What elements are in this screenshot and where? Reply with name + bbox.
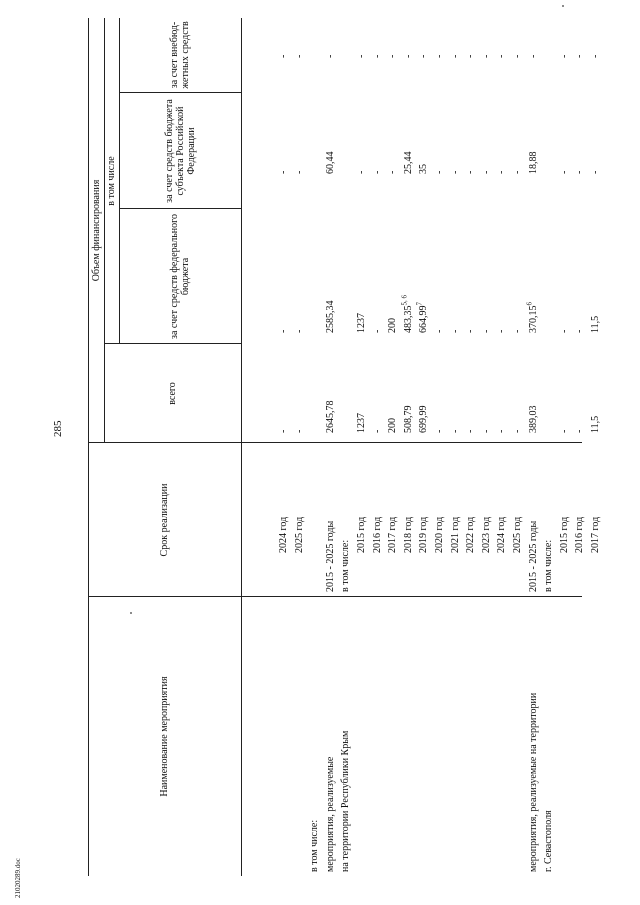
page-number: 285 [52,420,64,437]
row-period: 2017 год [387,516,399,553]
footnote-ref: 7 [416,302,425,306]
row-subject: 60,44 [324,151,336,174]
row-total: 508,79 [402,405,414,433]
scan-mark [130,612,132,614]
row-total: - [496,429,508,433]
row-period: в том числе: [340,539,352,592]
row-period: 2015 год [558,516,570,553]
row-federal: - [558,329,570,333]
header-period: Срок реализации [159,483,170,557]
row-total: - [512,429,523,433]
row-extra: - [402,54,414,58]
row-subject: - [574,170,586,174]
header-financing: Объем финансирования [90,179,102,282]
row-subject: - [371,170,383,174]
row-total: 11,5 [590,415,601,433]
row-period: 2016 год [371,516,383,553]
row-extra: - [418,54,430,58]
row-federal: 200 [387,318,399,333]
row-extra: - [278,54,289,58]
row-period: 2018 год [402,516,414,553]
scan-mark [562,5,564,7]
row-period: 2024 год [496,516,508,553]
row-period: 2020 год [434,516,445,553]
footnote-ref: 6 [525,302,534,306]
header-federal: за счет средств федерального бюджета [169,214,191,339]
row-extra: - [558,54,570,58]
row-total: - [278,429,289,433]
row-period: 2021 год [449,516,461,553]
row-federal: - [574,329,586,333]
footnote-ref: 5, 6 [400,295,409,306]
row-extra: - [527,54,539,58]
row-subject: - [590,170,601,174]
row-extra: - [512,54,523,58]
row-subject: - [465,170,477,174]
row-total: 389,03 [527,405,539,433]
header-total: всего [167,382,178,405]
row-period: 2015 - 2025 годы [527,520,539,592]
row-extra: - [387,54,399,58]
document-code: 21020289.doc [14,858,22,898]
row-extra: - [465,54,477,58]
row-federal: 370,15$^6$ [525,302,539,333]
row-federal: - [465,329,477,333]
row-total: 1237 [356,413,367,433]
row-extra: - [574,54,586,58]
row-extra: - [590,54,601,58]
header-extra: за счет внебюд-жетных средств [169,21,191,89]
row-total: - [480,429,492,433]
row-name: мероприятия, реализуемые [324,756,336,872]
row-federal: 483,35$^{5, 6}$ [400,295,414,333]
row-subject: - [434,170,445,174]
row-total: - [293,429,305,433]
row-period: 2019 год [418,516,430,553]
row-subject: 25,44 [402,151,414,174]
row-federal: 11,5 [590,315,601,333]
header-name: Наименование мероприятия [159,676,170,797]
header-subject: за счет средств бюджета субъекта Российской Федерации [163,99,197,203]
row-extra: - [371,54,383,58]
row-federal: - [371,329,383,333]
row-subject: - [558,170,570,174]
row-extra: - [356,54,367,58]
row-subject: - [449,170,461,174]
row-subject: 18,88 [527,151,539,174]
row-federal: - [496,329,508,333]
row-name: в том числе: [309,819,321,872]
row-federal: - [480,329,492,333]
row-extra: - [449,54,461,58]
row-period: 2024 год [278,516,289,553]
row-subject: - [496,170,508,174]
row-total: - [558,429,570,433]
row-federal: - [293,329,305,333]
row-period: 2025 год [293,516,305,553]
row-federal: - [278,329,289,333]
row-total: - [449,429,461,433]
row-extra: - [434,54,445,58]
row-federal: 1237 [356,313,367,333]
row-total: - [574,429,586,433]
row-name: мероприятия, реализуемые на территории [527,692,539,872]
row-period: в том числе: [543,539,555,592]
row-total: - [434,429,445,433]
row-subject: - [278,170,289,174]
row-federal: - [449,329,461,333]
row-extra: - [496,54,508,58]
financing-table [88,18,601,876]
row-total: - [371,429,383,433]
row-total: 2645,78 [324,400,336,433]
row-name: г. Севастополя [543,810,555,872]
row-federal: 2585,34 [324,300,336,333]
row-total: 699,99 [418,405,430,433]
row-subject: - [480,170,492,174]
row-period: 2015 - 2025 годы [324,520,336,592]
row-federal: 664,99$^7$ [416,302,430,333]
row-extra: - [480,54,492,58]
row-period: 2016 год [574,516,586,553]
row-subject: - [356,170,367,174]
row-federal: - [434,329,445,333]
row-period: 2025 год [512,516,523,553]
row-period: 2015 год [356,516,367,553]
row-period: 2022 год [465,516,477,553]
row-subject: - [387,170,399,174]
row-period: 2023 год [480,516,492,553]
row-name: на территории Республики Крым [340,730,352,872]
divider-federal-subject [119,208,242,209]
row-total: - [465,429,477,433]
row-federal: - [512,329,523,333]
header-bottom-border [241,18,242,876]
header-including: в том числе [106,156,117,206]
row-extra: - [293,54,305,58]
row-subject: 35 [418,164,430,174]
row-period: 2017 год [590,516,601,553]
row-total: 200 [387,418,399,433]
divider-subject-extra [119,92,242,93]
row-subject: - [512,170,523,174]
row-extra: - [324,54,336,58]
row-subject: - [293,170,305,174]
